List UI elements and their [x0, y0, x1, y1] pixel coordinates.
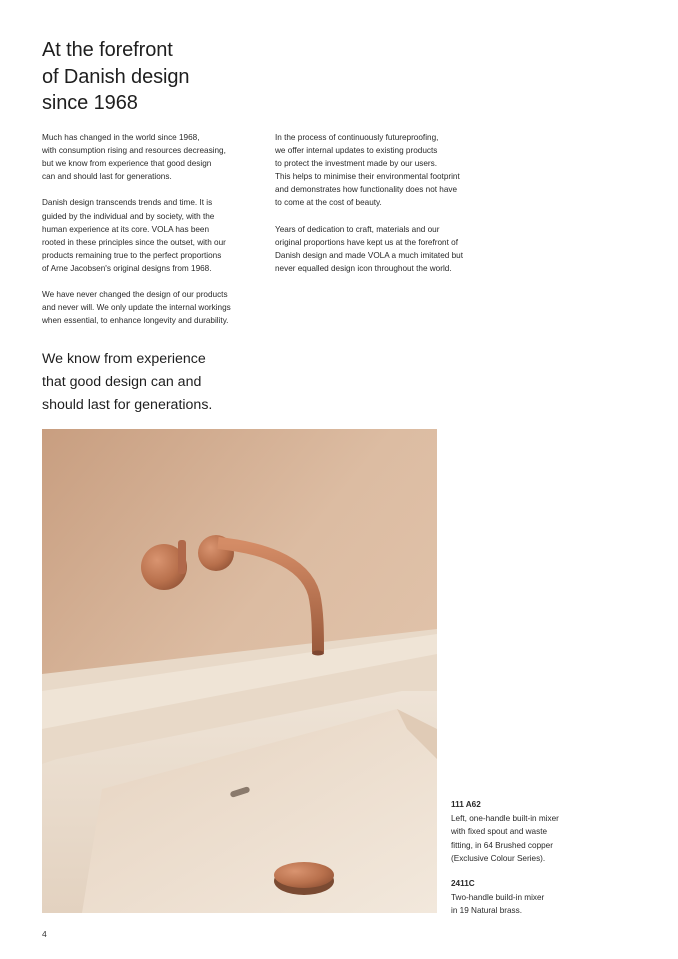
page-number: 4: [42, 929, 47, 939]
body-paragraph: Danish design transcends trends and time. It is guided by the individual and by society, with the human experience at its core. VOLA has been rooted in these principles since the outset, with our products remaining true to the perfect proportions of Arne Jacobsen's original designs from 1968.: [42, 198, 226, 273]
product-code: 111 A62: [451, 800, 481, 809]
page-title: [42, 37, 189, 117]
product-caption: [451, 877, 641, 918]
title-line: of Danish design: [42, 65, 190, 88]
quote-line: We know from experience: [42, 351, 206, 367]
quote-line: should last for generations.: [42, 396, 213, 413]
product-description: Left, one-handle built-in mixer with fixed spout and waste fitting, in 64 Brushed copper (Exclusive Colour Series).: [451, 813, 559, 863]
title-line: since 1968: [42, 92, 138, 114]
body-paragraph: We have never changed the design of our products and never will. We only update the internal workings when essential, to enhance longevity and durability.: [42, 290, 231, 326]
body-paragraph: Years of dedication to craft, materials and our original proportions have kept us at the forefront of Danish design and made VOLA a much imitated but never equalled design icon throughout the world.: [275, 224, 463, 273]
quote-line: that good design can and: [42, 373, 202, 390]
body-column-left: [42, 131, 274, 341]
product-caption: [451, 798, 641, 866]
body-paragraph: In the process of continuously futureproofing, we offer internal updates to existing products to protect the investment made by our users. This helps to minimise their environmental footprint and demonstrates how functionality does not have to come at the cost of beauty.: [275, 133, 460, 208]
pull-quote: [42, 348, 212, 416]
product-description: Two-handle build-in mixer in 19 Natural brass.: [451, 892, 545, 915]
product-photo: [42, 429, 437, 913]
body-paragraph: Much has changed in the world since 1968, with consumption rising and resources decreasing, but we know from experience that good design can and should last for generations.: [42, 133, 226, 182]
title-line: At the forefront: [42, 39, 173, 61]
body-column-right: [275, 131, 507, 288]
product-code: 2411C: [451, 879, 475, 888]
